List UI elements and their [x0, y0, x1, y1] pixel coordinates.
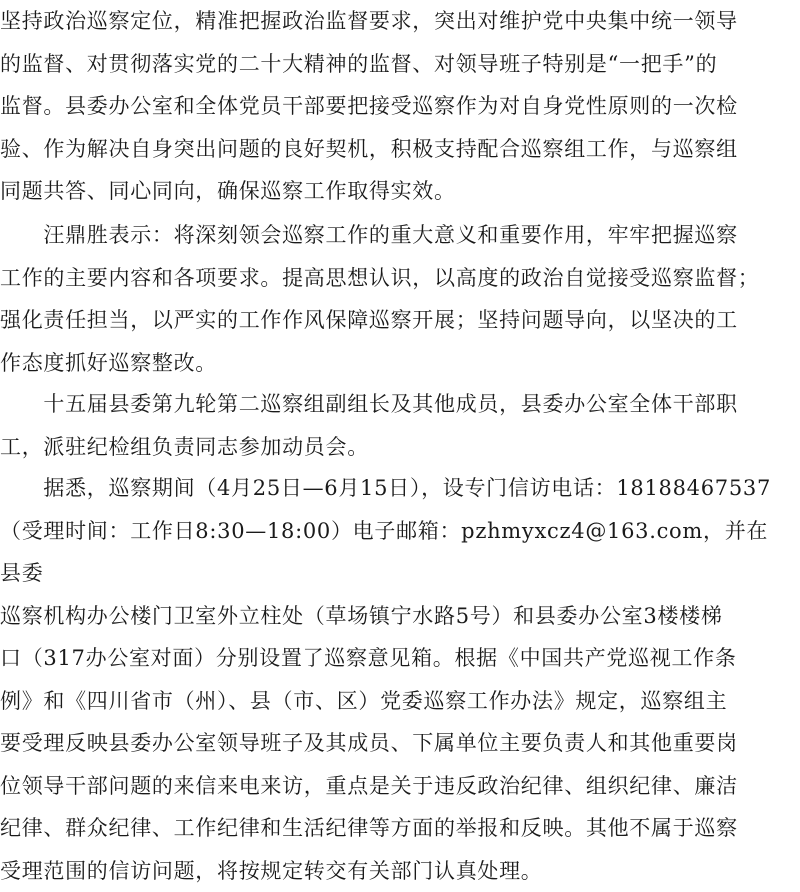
paragraph-petition-contact-info: 据悉，巡察期间（4月25日—6月15日），设专门信访电话：18188467537 （受理时间：工作日8:30—18:00）电子邮箱：pzhmyxcz4@163.com，并在县委 巡察机构办公楼门卫室外立柱处（草场镇宁水路5号）和县委办公室3楼楼梯 口（317办公室对面）分别设置了巡察意见箱。根据《中国共产党巡视工作条 例》和《四川省市（州）、县（市、区）党委巡察工作办法》规定，巡察组主 要受理反映县委办公室领导班子及其成员、下属单位主要负责人和其他重要岗 位领导干部问题的来信来电来访，重点是关于违反政治纪律、组织纪律、廉洁 纪律、群众纪律、工作纪律和生活纪律等方面的举报和反映。其他不属于巡察 受理范围的信访问题，将按规定转交有关部门认真处理。	[0, 476, 772, 883]
paragraph-wang-dingsheng-statement: 汪鼎胜表示：将深刻领会巡察工作的重大意义和重要作用，牢牢把握巡察 工作的主要内容和各项要求。提高思想认识，以高度的政治自觉接受巡察监督； 强化责任担当，以严实的工作作风保障巡察开展；坚持问题导向，以坚决的工 作态度抓好巡察整改。	[0, 223, 760, 375]
paragraph-supervision-focus: 坚持政治巡察定位，精准把握政治监督要求，突出对维护党中央集中统一领导 的监督、对贯彻落实党的二十大精神的监督、对领导班子特别是“一把手”的 监督。县委办公室和全体党员干部要把接受巡察作为对自身党性原则的一次检 验、作为解决自身突出问题的良好契机，积极支持配合巡察组工作，与巡察组 同题共答、同心同向，确保巡察工作取得实效。	[0, 9, 738, 203]
paragraph-attendees: 十五届县委第九轮第二巡察组副组长及其他成员，县委办公室全体干部职 工，派驻纪检组负责同志参加动员会。	[0, 392, 738, 459]
